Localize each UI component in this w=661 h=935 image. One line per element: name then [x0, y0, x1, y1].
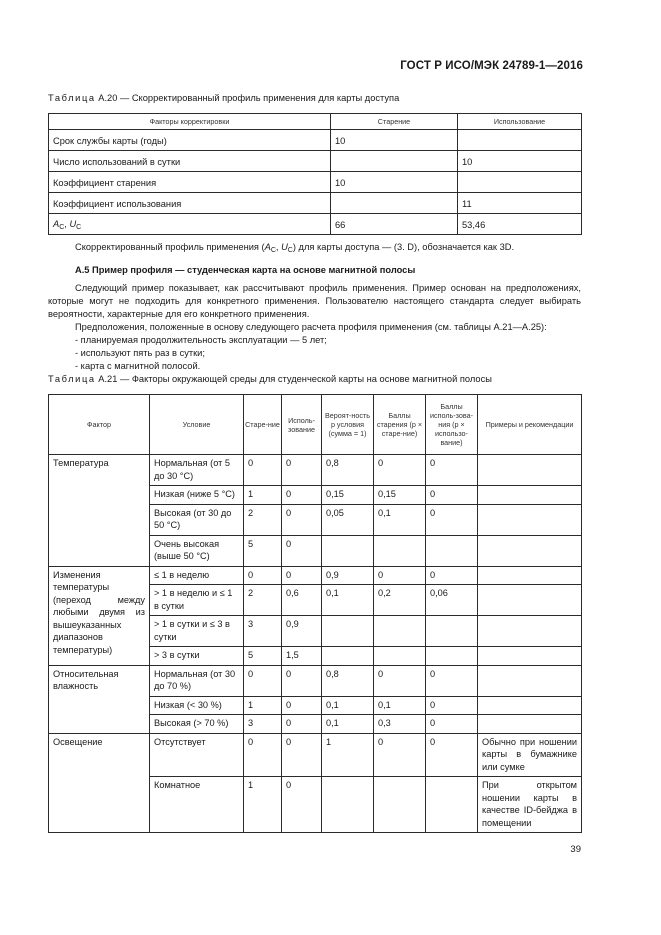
table-a20	[48, 113, 582, 235]
usage-cell: 0	[282, 486, 322, 505]
usage-cell: 0	[282, 566, 322, 585]
aging-points-cell	[374, 616, 426, 647]
condition-cell: Высокая (от 30 до 50 °C)	[150, 504, 244, 535]
usage-cell: 0	[282, 733, 322, 777]
aging-cell: 2	[244, 585, 282, 616]
table-a21	[48, 394, 582, 833]
condition-cell: Низкая (< 30 %)	[150, 696, 244, 715]
notes-cell	[478, 585, 582, 616]
table-row	[49, 214, 582, 235]
usage-points-cell: 0	[426, 486, 478, 505]
factor-cell: Коэффициент старения	[49, 172, 331, 193]
probability-cell	[322, 647, 374, 666]
probability-cell: 0,05	[322, 504, 374, 535]
table-a20-caption: Таблица А.20 — Скорректированный профиль применения для карты доступа	[48, 93, 400, 103]
aging-cell: 3	[244, 715, 282, 734]
probability-cell	[322, 535, 374, 566]
table-row	[49, 172, 582, 193]
column-header: Вероят-ность p условия (сумма = 1)	[322, 395, 374, 455]
factor-cell: Срок службы карты (годы)	[49, 130, 331, 151]
usage-cell: 0	[282, 715, 322, 734]
usage-cell: 0,9	[282, 616, 322, 647]
aging-points-cell	[374, 777, 426, 833]
probability-cell: 0,8	[322, 455, 374, 486]
usage-cell	[458, 130, 582, 151]
aging-cell: 5	[244, 647, 282, 666]
table-row	[49, 130, 582, 151]
aging-points-cell: 0	[374, 566, 426, 585]
aging-cell: 0	[244, 566, 282, 585]
usage-points-cell: 0	[426, 733, 478, 777]
table-row	[49, 733, 582, 777]
aging-points-cell: 0	[374, 665, 426, 696]
notes-cell	[478, 535, 582, 566]
notes-cell	[478, 566, 582, 585]
usage-cell: 0	[282, 665, 322, 696]
usage-points-cell: 0	[426, 566, 478, 585]
probability-cell: 1	[322, 733, 374, 777]
usage-cell: 0,6	[282, 585, 322, 616]
factor-cell: Освещение	[49, 733, 150, 833]
column-header: Факторы корректировки	[49, 114, 331, 130]
condition-cell: Очень высокая (выше 50 °C)	[150, 535, 244, 566]
column-header: Примеры и рекомендации	[478, 395, 582, 455]
usage-cell	[458, 172, 582, 193]
factor-cell: Коэффициент использования	[49, 193, 331, 214]
probability-cell: 0,1	[322, 696, 374, 715]
notes-cell: При открытом ношении карты в качестве ID-бейджа в помещении	[478, 777, 582, 833]
usage-points-cell: 0	[426, 715, 478, 734]
table-row	[49, 151, 582, 172]
table-row	[49, 455, 582, 486]
paragraph: Предположения, положенные в основу следующего расчета профиля применения (см. таблицы А.21—А.25):	[75, 322, 547, 332]
probability-cell: 0,1	[322, 715, 374, 734]
column-header: Фактор	[49, 395, 150, 455]
usage-points-cell: 0	[426, 665, 478, 696]
notes-cell	[478, 504, 582, 535]
column-header: Исполь-зование	[282, 395, 322, 455]
list-item: - карта с магнитной полосой.	[75, 361, 201, 371]
usage-cell: 11	[458, 193, 582, 214]
condition-cell: ≤ 1 в неделю	[150, 566, 244, 585]
column-header: Баллы исполь-зова-ния (p × использо-вание)	[426, 395, 478, 455]
aging-points-cell: 0,1	[374, 504, 426, 535]
notes-cell	[478, 616, 582, 647]
list-item: - используют пять раз в сутки;	[75, 348, 205, 358]
usage-cell: 10	[458, 151, 582, 172]
condition-cell: Нормальная (от 5 до 30 °C)	[150, 455, 244, 486]
condition-cell: Отсутствует	[150, 733, 244, 777]
notes-cell	[478, 455, 582, 486]
column-header: Условие	[150, 395, 244, 455]
column-header: Старение	[331, 114, 458, 130]
aging-cell	[331, 193, 458, 214]
usage-points-cell: 0	[426, 696, 478, 715]
factor-cell: Температура	[49, 455, 150, 567]
probability-cell: 0,8	[322, 665, 374, 696]
factor-cell: Изменения температуры (переход между любыми двумя из вышеуказанных диапазонов температуры)	[49, 566, 150, 665]
usage-cell: 0	[282, 455, 322, 486]
section-heading: А.5 Пример профиля — студенческая карта на основе магнитной полосы	[75, 265, 416, 275]
table-row	[49, 665, 582, 696]
aging-cell	[331, 151, 458, 172]
condition-cell: Высокая (> 70 %)	[150, 715, 244, 734]
aging-cell: 5	[244, 535, 282, 566]
aging-cell: 0	[244, 665, 282, 696]
aging-cell: 2	[244, 504, 282, 535]
table-row	[49, 566, 582, 585]
column-header: Использование	[458, 114, 582, 130]
aging-cell: 0	[244, 733, 282, 777]
probability-cell: 0,1	[322, 585, 374, 616]
usage-points-cell	[426, 647, 478, 666]
table-header-row	[49, 395, 582, 455]
probability-cell: 0,9	[322, 566, 374, 585]
usage-cell: 0	[282, 777, 322, 833]
column-header: Баллы старения (p × старе-ние)	[374, 395, 426, 455]
table-header-row	[49, 114, 582, 130]
factor-cell: Число использований в сутки	[49, 151, 331, 172]
notes-cell	[478, 647, 582, 666]
aging-points-cell: 0,15	[374, 486, 426, 505]
usage-cell: 53,46	[458, 214, 582, 235]
aging-cell: 1	[244, 486, 282, 505]
notes-cell	[478, 696, 582, 715]
condition-cell: > 1 в неделю и ≤ 1 в сутки	[150, 585, 244, 616]
aging-points-cell: 0	[374, 733, 426, 777]
aging-points-cell: 0,3	[374, 715, 426, 734]
paragraph: Скорректированный профиль применения ($A_C$, $U_C$) для карты доступа — (3. D), обозначается как 3D.	[75, 242, 515, 254]
condition-cell: > 3 в сутки	[150, 647, 244, 666]
column-header: Старе-ние	[244, 395, 282, 455]
aging-cell: 1	[244, 777, 282, 833]
probability-cell	[322, 777, 374, 833]
probability-cell: 0,15	[322, 486, 374, 505]
usage-points-cell: 0,06	[426, 585, 478, 616]
aging-points-cell	[374, 647, 426, 666]
usage-points-cell	[426, 616, 478, 647]
aging-cell: 10	[331, 172, 458, 193]
condition-cell: Низкая (ниже 5 °C)	[150, 486, 244, 505]
notes-cell	[478, 665, 582, 696]
paragraph: Следующий пример показывает, как рассчитывают профиль применения. Пример основан на предположениях, которые могут не подходить для конкретного применения. Пользователю настоящего стандарта следует выбирать вероятности, характерные для его конкретного применения.	[48, 283, 581, 319]
aging-cell: 3	[244, 616, 282, 647]
usage-cell: 0	[282, 696, 322, 715]
list-item: - планируемая продолжительность эксплуатации — 5 лет;	[75, 335, 327, 345]
aging-points-cell: 0,2	[374, 585, 426, 616]
notes-cell	[478, 486, 582, 505]
usage-cell: 0	[282, 504, 322, 535]
usage-cell: 0	[282, 535, 322, 566]
factor-cell: Относительная влажность	[49, 665, 150, 733]
usage-points-cell	[426, 777, 478, 833]
table-a21-caption: Таблица А.21 — Факторы окружающей среды для студенческой карты на основе магнитной полосы	[48, 374, 492, 384]
notes-cell: Обычно при ношении карты в бумажнике или сумке	[478, 733, 582, 777]
aging-cell: 0	[244, 455, 282, 486]
aging-cell: 10	[331, 130, 458, 151]
page-number: 39	[570, 844, 581, 855]
aging-points-cell	[374, 535, 426, 566]
probability-cell	[322, 616, 374, 647]
condition-cell: > 1 в сутки и ≤ 3 в сутки	[150, 616, 244, 647]
usage-cell: 1,5	[282, 647, 322, 666]
usage-points-cell: 0	[426, 455, 478, 486]
notes-cell	[478, 715, 582, 734]
condition-cell: Нормальная (от 30 до 70 %)	[150, 665, 244, 696]
usage-points-cell	[426, 535, 478, 566]
aging-points-cell: 0,1	[374, 696, 426, 715]
aging-cell: 1	[244, 696, 282, 715]
table-row	[49, 193, 582, 214]
factor-cell: $A_C$, $U_C$	[49, 214, 331, 235]
usage-points-cell: 0	[426, 504, 478, 535]
aging-cell: 66	[331, 214, 458, 235]
condition-cell: Комнатное	[150, 777, 244, 833]
document-header: ГОСТ Р ИСО/МЭК 24789-1—2016	[400, 60, 583, 72]
aging-points-cell: 0	[374, 455, 426, 486]
body-text	[48, 241, 581, 373]
